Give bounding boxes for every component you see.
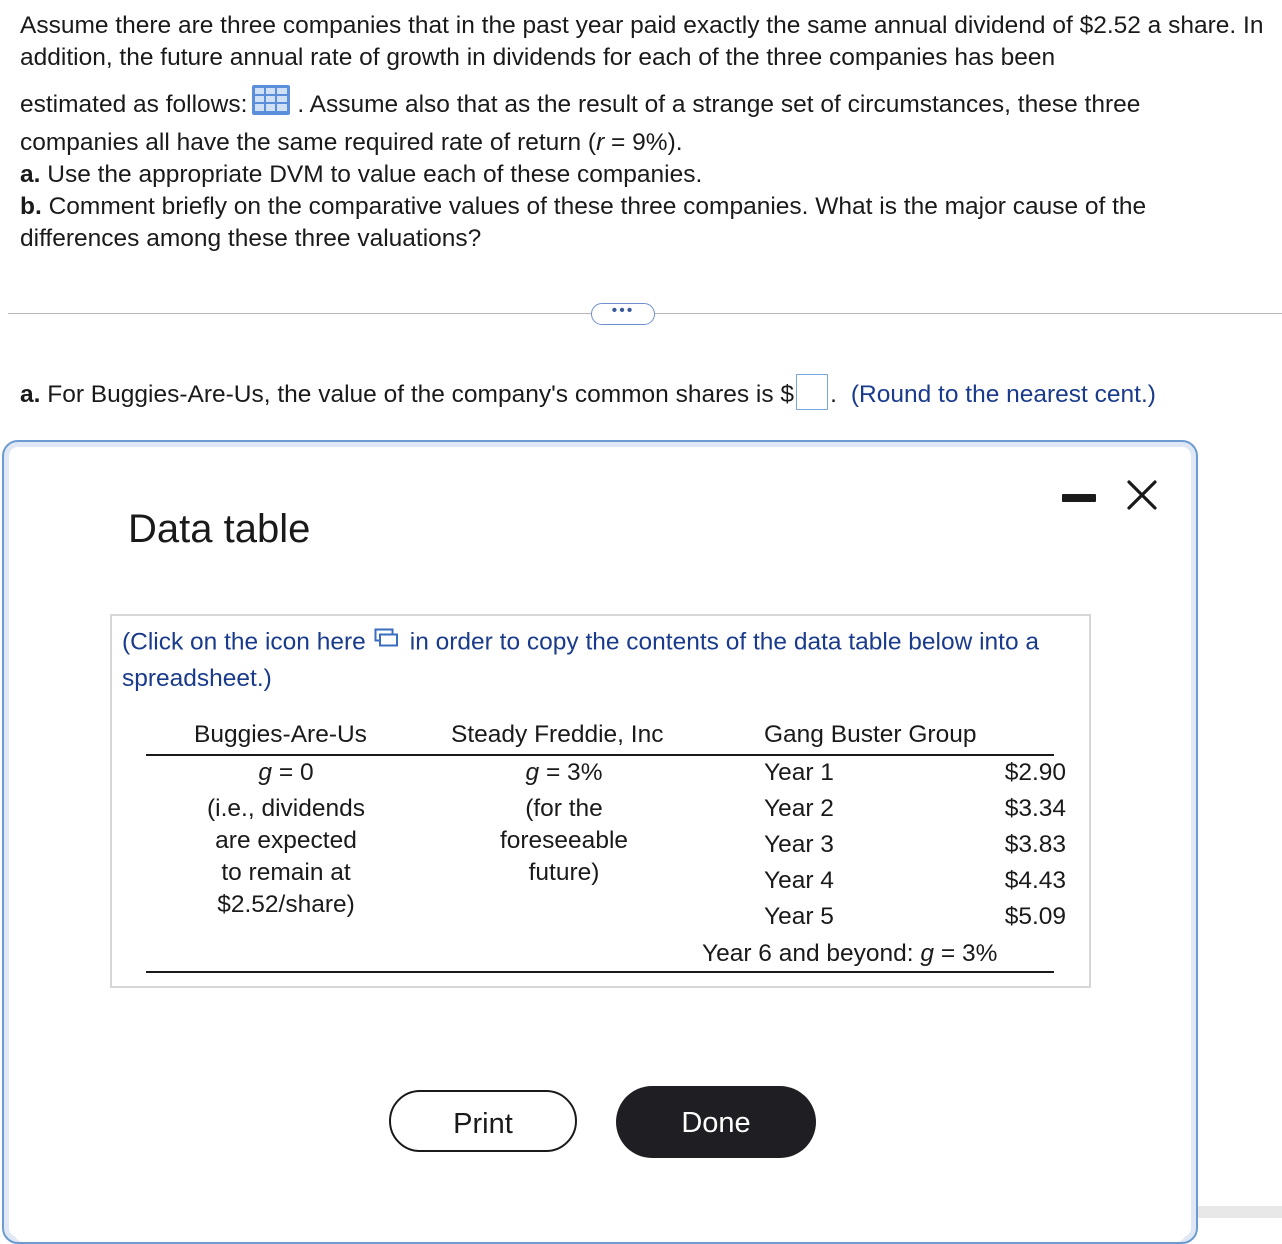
copy-spreadsheet-icon[interactable] <box>374 624 398 658</box>
question-paragraph <box>20 10 1265 74</box>
gang-buster-dividend: $3.83 <box>1004 831 1066 858</box>
col-header-steady-freddie: Steady Freddie, Inc <box>451 721 664 748</box>
answer-input[interactable] <box>796 374 828 410</box>
done-button[interactable]: Done <box>616 1086 816 1158</box>
question-line-2: estimated as follows: . Assume also that as the result of a strange set of circumstances, these three <box>20 84 1265 127</box>
copy-note: (Click on the icon here in order to copy the contents of the data table below into a spreadsheet.) <box>122 624 1052 696</box>
gang-buster-dividend: $4.43 <box>1004 867 1066 894</box>
question-line-3: companies all have the same required rate of return (r = 9%). <box>20 129 683 156</box>
question-line-1: Assume there are three companies that in the past year paid exactly the same annual dividend of $2.52 a share. In addition, the future annual rate of growth in dividends for each of the three companies has been <box>20 12 1264 71</box>
part-a-prompt: a. Use the appropriate DVM to value each of these companies. <box>20 161 703 188</box>
expand-more-button[interactable]: ••• <box>591 303 655 325</box>
part-b-prompt: b. Comment briefly on the comparative values of these three companies. What is the major cause of the differences among these three valuations? <box>20 193 1147 252</box>
data-table-icon[interactable] <box>251 84 291 125</box>
steady-freddie-growth: g = 3% <box>525 759 603 786</box>
print-button[interactable]: Print <box>389 1090 577 1152</box>
question-rest <box>20 127 1265 255</box>
table-top-rule <box>146 754 1054 756</box>
gang-buster-year-label: Year 3 <box>764 831 834 858</box>
col-header-buggies: Buggies-Are-Us <box>194 721 367 748</box>
steady-freddie-note: (for the foreseeable future) <box>499 795 629 886</box>
page-scroll-area <box>1198 1206 1282 1218</box>
gang-buster-year-label: Year 5 <box>764 903 834 930</box>
buggies-note: (i.e., dividends are expected to remain at $2.52/share) <box>207 795 365 918</box>
close-icon[interactable] <box>1125 478 1159 512</box>
col-header-gang-buster: Gang Buster Group <box>764 721 977 748</box>
answer-line: a. For Buggies-Are-Us, the value of the company's common shares is $ . (Round to the nearest cent.) <box>20 374 1156 411</box>
table-bottom-rule <box>146 971 1054 973</box>
gang-buster-terminal-growth: Year 6 and beyond: g = 3% <box>702 940 998 967</box>
gang-buster-year-label: Year 1 <box>764 759 834 786</box>
gang-buster-dividend: $5.09 <box>1004 903 1066 930</box>
gang-buster-dividend: $3.34 <box>1004 795 1066 822</box>
gang-buster-dividend: $2.90 <box>1004 759 1066 786</box>
gang-buster-year-label: Year 2 <box>764 795 834 822</box>
round-note: (Round to the nearest cent.) <box>850 381 1156 408</box>
gang-buster-year-label: Year 4 <box>764 867 834 894</box>
buggies-growth: g = 0 <box>258 759 314 786</box>
dialog-title: Data table <box>128 507 311 551</box>
minimize-icon[interactable] <box>1062 494 1096 502</box>
